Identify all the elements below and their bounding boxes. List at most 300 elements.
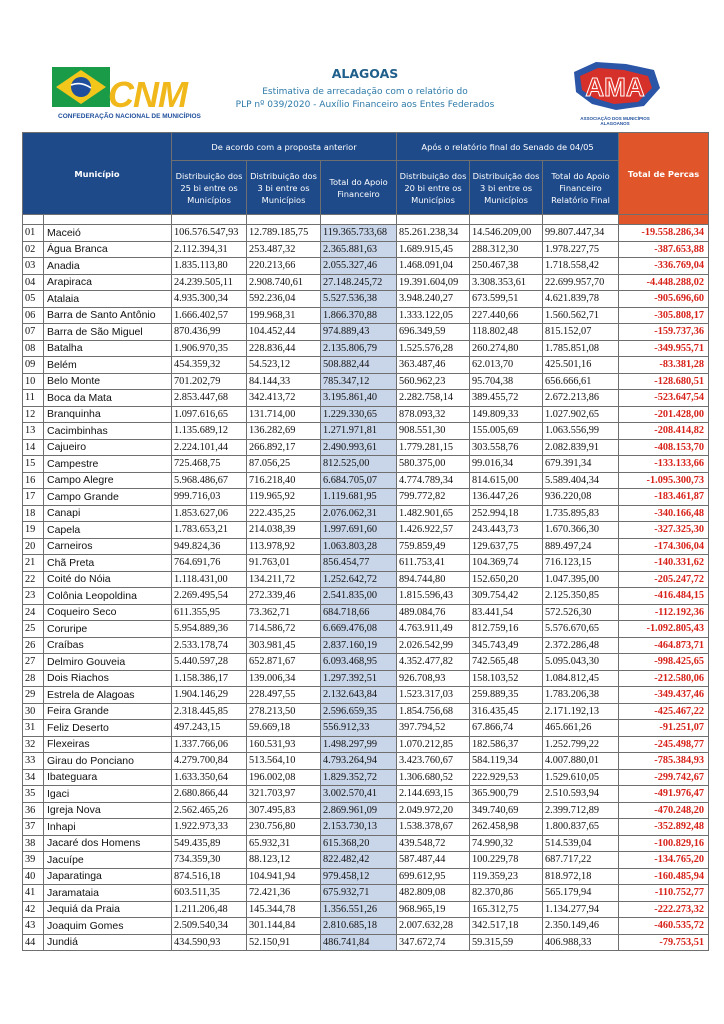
dist-20bi-cell: 968.965,19 xyxy=(397,901,470,918)
row-number-cell: 20 xyxy=(23,538,44,555)
dist-3bi-a-cell: 303.981,45 xyxy=(247,637,321,654)
total-final-cell: 2.082.839,91 xyxy=(543,439,619,456)
total-apoio-cell: 3.002.570,41 xyxy=(321,786,397,803)
dist-25bi-cell: 734.359,30 xyxy=(172,852,247,869)
total-final-cell: 572.526,30 xyxy=(543,604,619,621)
dist-3bi-a-cell: 131.714,00 xyxy=(247,406,321,423)
municipio-name-cell: Coqueiro Seco xyxy=(44,604,172,621)
dist-3bi-a-cell: 220.213,66 xyxy=(247,258,321,275)
dist-20bi-cell: 347.672,74 xyxy=(397,934,470,951)
total-final-cell: 1.027.902,65 xyxy=(543,406,619,423)
dist-20bi-cell: 482.809,08 xyxy=(397,885,470,902)
total-perdas-cell: -998.425,65 xyxy=(619,654,709,671)
total-final-cell: 99.807.447,34 xyxy=(543,225,619,242)
total-apoio-cell: 2.365.881,63 xyxy=(321,241,397,258)
dist-25bi-cell: 5.954.889,36 xyxy=(172,621,247,638)
dist-3bi-b-cell: 259.889,35 xyxy=(470,687,543,704)
total-perdas-cell: -1.095.300,73 xyxy=(619,472,709,489)
total-final-cell: 1.735.895,83 xyxy=(543,505,619,522)
dist-3bi-a-cell: 139.006,34 xyxy=(247,670,321,687)
row-number-cell: 35 xyxy=(23,786,44,803)
table-row xyxy=(23,373,709,390)
total-apoio-cell: 1.119.681,95 xyxy=(321,489,397,506)
dist-20bi-cell: 4.352.477,82 xyxy=(397,654,470,671)
dist-25bi-cell: 701.202,79 xyxy=(172,373,247,390)
total-perdas-cell: -110.752,77 xyxy=(619,885,709,902)
dist-25bi-cell: 2.509.540,34 xyxy=(172,918,247,935)
municipio-name-cell: Anadia xyxy=(44,258,172,275)
table-row xyxy=(23,918,709,935)
dist-3bi-a-cell: 119.965,92 xyxy=(247,489,321,506)
total-final-cell: 1.560.562,71 xyxy=(543,307,619,324)
total-apoio-cell: 2.541.835,00 xyxy=(321,588,397,605)
total-apoio-cell: 4.793.264,94 xyxy=(321,753,397,770)
total-perdas-cell: -159.737,36 xyxy=(619,324,709,341)
municipio-name-cell: Inhapi xyxy=(44,819,172,836)
row-number-cell: 19 xyxy=(23,522,44,539)
total-perdas-cell: -336.769,04 xyxy=(619,258,709,275)
row-number-cell: 04 xyxy=(23,274,44,291)
total-perdas-cell: -201.428,00 xyxy=(619,406,709,423)
dist-25bi-cell: 2.853.447,68 xyxy=(172,390,247,407)
dist-3bi-b-cell: 342.517,18 xyxy=(470,918,543,935)
dist-3bi-a-cell: 592.236,04 xyxy=(247,291,321,308)
municipio-name-cell: Flexeiras xyxy=(44,736,172,753)
dist-3bi-a-cell: 136.282,69 xyxy=(247,423,321,440)
dist-3bi-b-cell: 129.637,75 xyxy=(470,538,543,555)
total-perdas-cell: -19.558.286,34 xyxy=(619,225,709,242)
dist-3bi-b-cell: 119.359,23 xyxy=(470,868,543,885)
total-perdas-cell: -416.484,15 xyxy=(619,588,709,605)
row-number-cell: 15 xyxy=(23,456,44,473)
row-number-cell: 31 xyxy=(23,720,44,737)
municipio-name-cell: Atalaia xyxy=(44,291,172,308)
total-apoio-cell: 856.454,77 xyxy=(321,555,397,572)
total-apoio-cell: 2.135.806,79 xyxy=(321,340,397,357)
table-row xyxy=(23,307,709,324)
col-dist-3bi-b: Distribuição dos 3 bi entre os Municípios xyxy=(470,161,543,215)
dist-25bi-cell: 2.533.178,74 xyxy=(172,637,247,654)
municipio-name-cell: Feliz Deserto xyxy=(44,720,172,737)
row-number-cell: 13 xyxy=(23,423,44,440)
row-number-cell: 26 xyxy=(23,637,44,654)
dist-25bi-cell: 106.576.547,93 xyxy=(172,225,247,242)
row-number-cell: 22 xyxy=(23,571,44,588)
dist-25bi-cell: 1.337.766,06 xyxy=(172,736,247,753)
table-row xyxy=(23,538,709,555)
total-apoio-cell: 1.229.330,65 xyxy=(321,406,397,423)
table-row xyxy=(23,604,709,621)
table-row xyxy=(23,934,709,951)
dist-3bi-b-cell: 349.740,69 xyxy=(470,802,543,819)
total-apoio-cell: 2.076.062,31 xyxy=(321,505,397,522)
table-row xyxy=(23,736,709,753)
municipio-name-cell: Coruripe xyxy=(44,621,172,638)
dist-25bi-cell: 2.562.465,26 xyxy=(172,802,247,819)
total-apoio-cell: 5.527.536,38 xyxy=(321,291,397,308)
dist-3bi-a-cell: 160.531,93 xyxy=(247,736,321,753)
total-perdas-cell: -470.248,20 xyxy=(619,802,709,819)
municipio-name-cell: Boca da Mata xyxy=(44,390,172,407)
dist-20bi-cell: 580.375,00 xyxy=(397,456,470,473)
dist-20bi-cell: 926.708,93 xyxy=(397,670,470,687)
row-number-cell: 40 xyxy=(23,868,44,885)
total-final-cell: 5.576.670,65 xyxy=(543,621,619,638)
table-row xyxy=(23,522,709,539)
dist-25bi-cell: 870.436,99 xyxy=(172,324,247,341)
total-perdas-cell: -128.680,51 xyxy=(619,373,709,390)
total-perdas-cell: -91.251,07 xyxy=(619,720,709,737)
dist-3bi-a-cell: 145.344,78 xyxy=(247,901,321,918)
table-body xyxy=(23,225,709,951)
dist-3bi-b-cell: 584.119,34 xyxy=(470,753,543,770)
dist-25bi-cell: 4.935.300,34 xyxy=(172,291,247,308)
total-apoio-cell: 2.810.685,18 xyxy=(321,918,397,935)
state-title: ALAGOAS xyxy=(331,66,399,81)
row-number-cell: 03 xyxy=(23,258,44,275)
total-final-cell: 1.529.610,05 xyxy=(543,769,619,786)
municipio-name-cell: Jundiá xyxy=(44,934,172,951)
dist-3bi-a-cell: 272.339,46 xyxy=(247,588,321,605)
total-perdas-cell: -245.498,77 xyxy=(619,736,709,753)
table-row xyxy=(23,241,709,258)
total-perdas-cell: -208.414,82 xyxy=(619,423,709,440)
table-row xyxy=(23,357,709,374)
municipio-name-cell: Joaquim Gomes xyxy=(44,918,172,935)
dist-20bi-cell: 2.026.542,99 xyxy=(397,637,470,654)
total-apoio-cell: 1.829.352,72 xyxy=(321,769,397,786)
dist-3bi-b-cell: 309.754,42 xyxy=(470,588,543,605)
total-apoio-cell: 27.148.245,72 xyxy=(321,274,397,291)
total-final-cell: 2.125.350,85 xyxy=(543,588,619,605)
table-row xyxy=(23,786,709,803)
row-number-cell: 34 xyxy=(23,769,44,786)
dist-3bi-a-cell: 652.871,67 xyxy=(247,654,321,671)
dist-3bi-b-cell: 345.743,49 xyxy=(470,637,543,654)
municipio-name-cell: Cajueiro xyxy=(44,439,172,456)
total-apoio-cell: 785.347,12 xyxy=(321,373,397,390)
dist-20bi-cell: 1.525.576,28 xyxy=(397,340,470,357)
total-final-cell: 4.007.880,01 xyxy=(543,753,619,770)
dist-20bi-cell: 1.468.091,04 xyxy=(397,258,470,275)
dist-20bi-cell: 1.333.122,05 xyxy=(397,307,470,324)
dist-3bi-b-cell: 303.558,76 xyxy=(470,439,543,456)
total-final-cell: 2.171.192,13 xyxy=(543,703,619,720)
total-perdas-cell: -905.696,60 xyxy=(619,291,709,308)
dist-3bi-b-cell: 243.443,73 xyxy=(470,522,543,539)
total-apoio-cell: 684.718,66 xyxy=(321,604,397,621)
dist-3bi-a-cell: 196.002,08 xyxy=(247,769,321,786)
dist-3bi-b-cell: 227.440,66 xyxy=(470,307,543,324)
table-row xyxy=(23,753,709,770)
dist-3bi-a-cell: 87.056,25 xyxy=(247,456,321,473)
total-perdas-cell: -352.892,48 xyxy=(619,819,709,836)
dist-3bi-b-cell: 95.704,38 xyxy=(470,373,543,390)
dist-20bi-cell: 2.144.693,15 xyxy=(397,786,470,803)
dist-3bi-a-cell: 113.978,92 xyxy=(247,538,321,555)
municipio-name-cell: Campestre xyxy=(44,456,172,473)
col-dist-3bi-a: Distribuição dos 3 bi entre os Municípios xyxy=(247,161,321,215)
dist-3bi-b-cell: 365.900,79 xyxy=(470,786,543,803)
dist-20bi-cell: 3.423.760,67 xyxy=(397,753,470,770)
dist-25bi-cell: 1.835.113,80 xyxy=(172,258,247,275)
municipio-name-cell: Capela xyxy=(44,522,172,539)
total-final-cell: 4.621.839,78 xyxy=(543,291,619,308)
dist-20bi-cell: 2.049.972,20 xyxy=(397,802,470,819)
cnm-subtitle: CONFEDERAÇÃO NACIONAL DE MUNICÍPIOS xyxy=(58,113,201,120)
municipio-name-cell: Japaratinga xyxy=(44,868,172,885)
table-row xyxy=(23,720,709,737)
subtitle-line-1: Estimativa de arrecadação com o relatório do xyxy=(262,87,468,97)
title-block xyxy=(220,66,510,112)
total-apoio-cell: 812.525,00 xyxy=(321,456,397,473)
total-perdas-cell: -305.808,17 xyxy=(619,307,709,324)
dist-3bi-a-cell: 321.703,97 xyxy=(247,786,321,803)
total-final-cell: 2.372.286,48 xyxy=(543,637,619,654)
dist-3bi-b-cell: 104.369,74 xyxy=(470,555,543,572)
table-row xyxy=(23,555,709,572)
municipio-name-cell: Delmiro Gouveia xyxy=(44,654,172,671)
dist-25bi-cell: 1.211.206,48 xyxy=(172,901,247,918)
group-relatorio-final: Após o relatório final do Senado de 04/05 xyxy=(397,133,619,161)
dist-20bi-cell: 894.744,80 xyxy=(397,571,470,588)
dist-3bi-a-cell: 228.497,55 xyxy=(247,687,321,704)
dist-20bi-cell: 696.349,59 xyxy=(397,324,470,341)
table-row xyxy=(23,472,709,489)
total-final-cell: 5.589.404,34 xyxy=(543,472,619,489)
row-number-cell: 41 xyxy=(23,885,44,902)
total-final-cell: 1.670.366,30 xyxy=(543,522,619,539)
municipio-name-cell: Estrela de Alagoas xyxy=(44,687,172,704)
table-row xyxy=(23,621,709,638)
total-perdas-cell: -327.325,30 xyxy=(619,522,709,539)
dist-3bi-a-cell: 12.789.185,75 xyxy=(247,225,321,242)
total-final-cell: 1.800.837,65 xyxy=(543,819,619,836)
ama-logo xyxy=(566,58,664,126)
dist-3bi-a-cell: 714.586,72 xyxy=(247,621,321,638)
row-number-cell: 06 xyxy=(23,307,44,324)
dist-25bi-cell: 2.680.866,44 xyxy=(172,786,247,803)
dist-25bi-cell: 2.318.445,85 xyxy=(172,703,247,720)
table-row xyxy=(23,819,709,836)
table-row xyxy=(23,802,709,819)
dist-20bi-cell: 878.093,32 xyxy=(397,406,470,423)
total-final-cell: 425.501,16 xyxy=(543,357,619,374)
total-perdas-cell: -79.753,51 xyxy=(619,934,709,951)
total-apoio-cell: 2.490.993,61 xyxy=(321,439,397,456)
municipio-name-cell: Barra de Santo Antônio xyxy=(44,307,172,324)
dist-3bi-a-cell: 2.908.740,61 xyxy=(247,274,321,291)
dist-3bi-a-cell: 301.144,84 xyxy=(247,918,321,935)
dist-3bi-a-cell: 278.213,50 xyxy=(247,703,321,720)
total-perdas-cell: -491.976,47 xyxy=(619,786,709,803)
row-number-cell: 42 xyxy=(23,901,44,918)
dist-20bi-cell: 799.772,82 xyxy=(397,489,470,506)
total-final-cell: 936.220,08 xyxy=(543,489,619,506)
total-perdas-cell: -140.331,62 xyxy=(619,555,709,572)
cnm-logo-text: CNM xyxy=(108,74,187,115)
total-apoio-cell: 2.869.961,09 xyxy=(321,802,397,819)
municipio-name-cell: Campo Alegre xyxy=(44,472,172,489)
row-number-cell: 32 xyxy=(23,736,44,753)
total-perdas-cell: -299.742,67 xyxy=(619,769,709,786)
dist-25bi-cell: 2.112.394,31 xyxy=(172,241,247,258)
dist-25bi-cell: 1.135.689,12 xyxy=(172,423,247,440)
total-perdas-cell: -349.955,71 xyxy=(619,340,709,357)
table-row xyxy=(23,654,709,671)
ama-logo-text: AMA xyxy=(585,72,645,102)
dist-25bi-cell: 1.853.627,06 xyxy=(172,505,247,522)
dist-3bi-a-cell: 104.452,44 xyxy=(247,324,321,341)
table-row xyxy=(23,835,709,852)
dist-3bi-a-cell: 104.941,94 xyxy=(247,868,321,885)
dist-20bi-cell: 85.261.238,34 xyxy=(397,225,470,242)
row-number-cell: 02 xyxy=(23,241,44,258)
dist-20bi-cell: 1.426.922,57 xyxy=(397,522,470,539)
dist-25bi-cell: 497.243,15 xyxy=(172,720,247,737)
total-perdas-cell: -408.153,70 xyxy=(619,439,709,456)
dist-20bi-cell: 1.070.212,85 xyxy=(397,736,470,753)
row-number-cell: 01 xyxy=(23,225,44,242)
row-number-cell: 14 xyxy=(23,439,44,456)
dist-3bi-b-cell: 814.615,00 xyxy=(470,472,543,489)
spacer-row xyxy=(23,215,709,225)
total-final-cell: 716.123,15 xyxy=(543,555,619,572)
total-apoio-cell: 1.271.971,81 xyxy=(321,423,397,440)
total-final-cell: 1.785.851,08 xyxy=(543,340,619,357)
dist-3bi-b-cell: 250.467,38 xyxy=(470,258,543,275)
dist-3bi-a-cell: 199.968,31 xyxy=(247,307,321,324)
dist-25bi-cell: 999.716,03 xyxy=(172,489,247,506)
municipio-name-cell: Maceió xyxy=(44,225,172,242)
tax-table xyxy=(22,132,709,951)
table-row xyxy=(23,852,709,869)
row-number-cell: 17 xyxy=(23,489,44,506)
municipio-name-cell: Igreja Nova xyxy=(44,802,172,819)
total-perdas-cell: -4.448.288,02 xyxy=(619,274,709,291)
total-final-cell: 818.972,18 xyxy=(543,868,619,885)
dist-3bi-a-cell: 73.362,71 xyxy=(247,604,321,621)
dist-25bi-cell: 454.359,32 xyxy=(172,357,247,374)
total-perdas-cell: -100.829,16 xyxy=(619,835,709,852)
municipio-name-cell: Feira Grande xyxy=(44,703,172,720)
total-apoio-cell: 675.932,71 xyxy=(321,885,397,902)
table-row xyxy=(23,291,709,308)
dist-20bi-cell: 560.962,23 xyxy=(397,373,470,390)
page-header xyxy=(0,0,724,130)
total-perdas-cell: -212.580,06 xyxy=(619,670,709,687)
table-row xyxy=(23,505,709,522)
dist-25bi-cell: 611.355,95 xyxy=(172,604,247,621)
total-apoio-cell: 822.482,42 xyxy=(321,852,397,869)
municipio-name-cell: Jequiá da Praia xyxy=(44,901,172,918)
dist-25bi-cell: 1.783.653,21 xyxy=(172,522,247,539)
dist-25bi-cell: 725.468,75 xyxy=(172,456,247,473)
dist-20bi-cell: 439.548,72 xyxy=(397,835,470,852)
total-apoio-cell: 2.132.643,84 xyxy=(321,687,397,704)
total-perdas-cell: -340.166,48 xyxy=(619,505,709,522)
total-apoio-cell: 6.669.476,08 xyxy=(321,621,397,638)
dist-25bi-cell: 2.269.495,54 xyxy=(172,588,247,605)
municipio-name-cell: Belém xyxy=(44,357,172,374)
total-apoio-cell: 3.195.861,40 xyxy=(321,390,397,407)
dist-3bi-b-cell: 14.546.209,00 xyxy=(470,225,543,242)
dist-3bi-b-cell: 389.455,72 xyxy=(470,390,543,407)
table-row xyxy=(23,406,709,423)
total-perdas-cell: -425.467,22 xyxy=(619,703,709,720)
row-number-cell: 25 xyxy=(23,621,44,638)
dist-3bi-b-cell: 742.565,48 xyxy=(470,654,543,671)
row-number-cell: 44 xyxy=(23,934,44,951)
table-row xyxy=(23,225,709,242)
total-apoio-cell: 1.997.691,60 xyxy=(321,522,397,539)
dist-3bi-b-cell: 136.447,26 xyxy=(470,489,543,506)
dist-3bi-b-cell: 222.929,53 xyxy=(470,769,543,786)
municipio-name-cell: Girau do Ponciano xyxy=(44,753,172,770)
total-apoio-cell: 974.889,43 xyxy=(321,324,397,341)
dist-3bi-b-cell: 59.315,59 xyxy=(470,934,543,951)
cnm-logo xyxy=(52,63,210,127)
table-row xyxy=(23,423,709,440)
row-number-cell: 43 xyxy=(23,918,44,935)
dist-3bi-b-cell: 74.990,32 xyxy=(470,835,543,852)
table-row xyxy=(23,274,709,291)
total-final-cell: 1.718.558,42 xyxy=(543,258,619,275)
dist-3bi-b-cell: 155.005,69 xyxy=(470,423,543,440)
dist-20bi-cell: 1.779.281,15 xyxy=(397,439,470,456)
municipio-name-cell: Cacimbinhas xyxy=(44,423,172,440)
municipio-name-cell: Jaramataia xyxy=(44,885,172,902)
dist-20bi-cell: 3.948.240,27 xyxy=(397,291,470,308)
municipio-name-cell: Carneiros xyxy=(44,538,172,555)
dist-3bi-a-cell: 72.421,36 xyxy=(247,885,321,902)
dist-20bi-cell: 1.689.915,45 xyxy=(397,241,470,258)
municipio-name-cell: Jacuípe xyxy=(44,852,172,869)
dist-20bi-cell: 4.774.789,34 xyxy=(397,472,470,489)
total-apoio-cell: 979.458,12 xyxy=(321,868,397,885)
table-row xyxy=(23,258,709,275)
total-perdas-cell: -160.485,94 xyxy=(619,868,709,885)
total-final-cell: 565.179,94 xyxy=(543,885,619,902)
dist-25bi-cell: 1.666.402,57 xyxy=(172,307,247,324)
dist-3bi-b-cell: 99.016,34 xyxy=(470,456,543,473)
total-apoio-cell: 119.365.733,68 xyxy=(321,225,397,242)
dist-3bi-a-cell: 342.413,72 xyxy=(247,390,321,407)
total-apoio-cell: 1.252.642,72 xyxy=(321,571,397,588)
municipio-name-cell: Batalha xyxy=(44,340,172,357)
dist-3bi-b-cell: 316.435,45 xyxy=(470,703,543,720)
total-final-cell: 1.783.206,38 xyxy=(543,687,619,704)
row-number-cell: 33 xyxy=(23,753,44,770)
total-perdas-cell: -183.461,87 xyxy=(619,489,709,506)
dist-20bi-cell: 699.612,95 xyxy=(397,868,470,885)
total-final-cell: 889.497,24 xyxy=(543,538,619,555)
total-apoio-cell: 1.297.392,51 xyxy=(321,670,397,687)
dist-20bi-cell: 489.084,76 xyxy=(397,604,470,621)
municipio-name-cell: Belo Monte xyxy=(44,373,172,390)
dist-3bi-a-cell: 88.123,12 xyxy=(247,852,321,869)
total-perdas-cell: -134.765,20 xyxy=(619,852,709,869)
dist-3bi-a-cell: 266.892,17 xyxy=(247,439,321,456)
municipio-name-cell: Branquinha xyxy=(44,406,172,423)
dist-3bi-b-cell: 100.229,78 xyxy=(470,852,543,869)
total-apoio-cell: 2.055.327,46 xyxy=(321,258,397,275)
dist-20bi-cell: 1.482.901,65 xyxy=(397,505,470,522)
total-final-cell: 406.988,33 xyxy=(543,934,619,951)
municipio-name-cell: Jacaré dos Homens xyxy=(44,835,172,852)
col-total-final: Total do Apoio Financeiro Relatório Final xyxy=(543,161,619,215)
total-final-cell: 687.717,22 xyxy=(543,852,619,869)
